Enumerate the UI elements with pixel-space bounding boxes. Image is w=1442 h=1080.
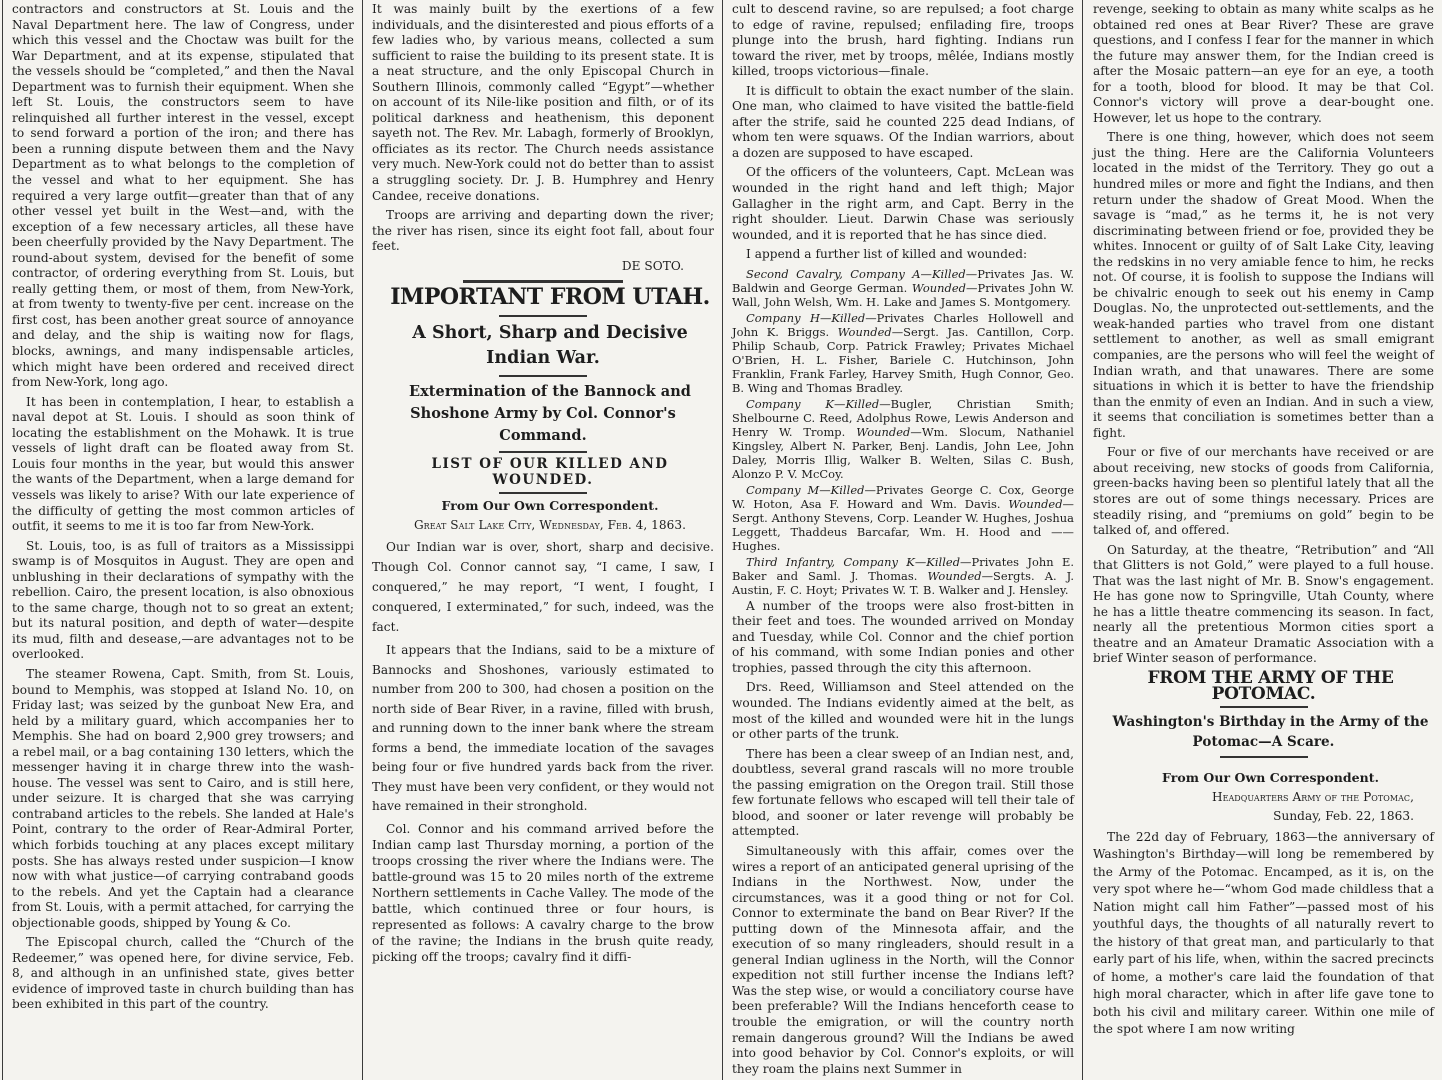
divider xyxy=(499,451,587,453)
divider xyxy=(499,315,587,317)
column-rule-1-2 xyxy=(362,0,363,1080)
paragraph: Of the officers of the volunteers, Capt. McLean was wounded in the right hand and left thigh; Major Gallagher in the right arm, and Capt. Berry in the right shoulder. Lieut. Darwin Chase was seriously wounded, and it is reported that he has since died. xyxy=(732,165,1074,242)
paragraph: Simultaneously with this affair, comes over the wires a report of an anticipated general uprising of the Indians in the Northwest. Now, under the circumstances, was it a good thing or not for Col. Connor to exterminate the band on Bear River? If the putting down of the Minnesota affair, and the execution of so many ringleaders, should result in a general Indian ugliness in the North, will the Connor expedition not still further incense the Indians left? Was the step wise, or would a conciliatory course have been preferable? Will the Indians henceforth cease to trouble the emigration, or will the country north remain dangerous ground? Will the Indians be awed into good behavior by Col. Connor's exploits, or will they roam the plains next Summer in xyxy=(732,843,1074,1076)
paragraph: revenge, seeking to obtain as many white scalps as he obtained red ones at Bear River? These are grave questions, and I confess I fear for the manner in which the future may answer them, for the Indian creed is after the Mosaic pattern—an eye for an eye, a tooth for a tooth, blood for blood. It may be that Col. Connor's victory will prove a dear-bought one. However, let us hope to the contrary. xyxy=(1093,2,1434,125)
paragraph: A number of the troops were also frost-bitten in their feet and toes. The wounded arrived on Monday and Tuesday, while Col. Connor and the chief portion of his command, with some Indian ponies and other trophies, passed through the city this afternoon. xyxy=(732,598,1074,675)
paragraph: Col. Connor and his command arrived before the Indian camp last Thursday morning, a portion of the troops crossing the river where the Indians were. The battle-ground was 15 to 20 miles north of the extreme Northern settlements in Cache Valley. The mode of the battle, which continued three or four hours, is represented as follows: A cavalry charge to the brow of the ravine; the Indians in the brush quite ready, picking off the troops; cavalry find it diffi- xyxy=(372,821,714,964)
paragraph: There has been a clear sweep of an Indian nest, and, doubtless, several grand rascals will no more trouble the passing emigration on the Oregon trail. Still those few fortunate fellows who escaped will tell their tale of blood, and sooner or later revenge will probably be attempted. xyxy=(732,746,1074,839)
column-4 xyxy=(1085,0,1440,1080)
headline: FROM THE ARMY OF THE POTOMAC. xyxy=(1147,667,1394,704)
subheadline: LIST OF OUR KILLED AND WOUNDED. xyxy=(431,456,669,488)
casualty-entry: Second Cavalry, Company A—Killed—Privates Jas. W. Baldwin and George German. Wounded—Privates John W. Wall, John Welsh, Wm. H. Lake and James S. Montgomery. xyxy=(732,266,1074,309)
article-potomac xyxy=(1093,667,1434,1039)
paragraph: It was mainly built by the exertions of a few individuals, and the disinterested and pious efforts of a few ladies who, by various means, collected a sum sufficient to raise the building to its present state. It is a neat structure, and the only Episcopal Church in Southern Illinois, commonly called “Egypt”—whether on account of its Nile-like position and filth, or of its political darkness and heathenism, this deponent sayeth not. The Rev. Mr. Labagh, formerly of Brooklyn, officiates as its rector. The Church needs assistance very much. New-York could not do better than to assist a struggling society. Dr. J. B. Humphrey and Henry Candee, receive donations. xyxy=(372,2,714,203)
column-rule-2-3 xyxy=(722,0,723,1080)
paragraph: The steamer Rowena, Capt. Smith, from St. Louis, bound to Memphis, was stopped at Island No. 10, on Friday last; was seized by the gunboat New Era, and held by a military guard, which accompanies her to Memphis. She had on board 2,900 grey trowsers; and a rebel mail, or a bag containing 130 letters, which the messenger having it in charge threw into the wash-house. The vessel was sent to Cairo, and is still here, under seizure. It is charged that she was carrying contraband articles to the rebels. She landed at Hale's Point, contrary to the order of Rear-Admiral Porter, which forbids touching at any places except military posts. She has always rested under suspicion—I know now with what justice—of carrying contraband goods to the rebels. And yet the Captain had a clearance from St. Louis, with a permit attached, for carrying the objectionable goods, shipped by Young & Co. xyxy=(12,666,354,930)
paragraph: It is difficult to obtain the exact number of the slain. One man, who claimed to have visited the battle-field after the strife, said he counted 225 dead Indians, of whom ten were squaws. Of the Indian warriors, about a dozen are supposed to have escaped. xyxy=(732,83,1074,160)
divider xyxy=(1220,756,1308,758)
column-rule-3-4 xyxy=(1082,0,1083,1080)
paragraph: Troops are arriving and departing down the river; the river has risen, since its eight foot fall, about four feet. xyxy=(372,208,714,254)
casualty-entry: Company H—Killed—Privates Charles Hollowell and John K. Briggs. Wounded—Sergt. Jas. Cantillon, Corp. Philip Schaub, Corp. Patrick Frawley; Privates Michael O'Brien, H. L. Fisher, Bariele C. Hutchinson, John Franklin, Frank Farley, Harvey Smith, Hugh Connor, Geo. B. Wing and Thomas Bradley. xyxy=(732,310,1075,395)
column-3 xyxy=(724,0,1080,1080)
subheadline: Extermination of the Bannock and Shoshone Army by Col. Connor's Command. xyxy=(409,383,691,445)
paragraph: Four or five of our merchants have received or are about receiving, new stocks of goods from California, green-backs having been so plentiful lately that all the stores are out of some things necessary. Prices are steadily rising, and “premiums on gold” begin to be talked of, and offered. xyxy=(1093,445,1434,538)
signature: DE SOTO. xyxy=(621,258,684,273)
paragraph: Our Indian war is over, short, sharp and decisive. Though Col. Connor cannot say, “I came, I saw, I conquered,” he may report, “I went, I fought, I conquered, I exterminated,” for such, indeed, was the fact. xyxy=(372,540,714,635)
headline: IMPORTANT FROM UTAH. xyxy=(390,284,710,311)
article-utah xyxy=(372,283,714,965)
divider xyxy=(499,375,587,377)
casualty-entry: Company K—Killed—Bugler, Christian Smith; Shelbourne C. Reed, Adolphus Rowe, Lewis Anderson and Henry W. Tromp. Wounded—Wm. Slocum, Nathaniel Kingsley, Albert N. Parker, Benj. Landis, John Lee, John Daley, Morris Illig, Walker B. Welten, Silas C. Bush, Alonzo P. V. McCoy. xyxy=(732,396,1074,481)
paragraph: The 22d day of February, 1863—the anniversary of Washington's Birthday—will long be remembered by the Army of the Potomac. Encamped, as it is, on the very spot where he—“whom God made childless that a Nation might call him Father”—passed most of his youthful days, the thoughts of all naturally revert to the history of that great man, and particularly to that early part of his life, when, within the sacred precincts of home, a mother's care laid the foundation of that high moral character, which in after life gave tone to both his civil and military career. Within one mile of the spot where I am now writing xyxy=(1093,829,1434,1037)
divider xyxy=(1220,706,1308,708)
divider xyxy=(499,492,587,494)
byline: From Our Own Correspondent. xyxy=(441,498,659,514)
paragraph: I append a further list of killed and wounded: xyxy=(746,247,1028,262)
byline: From Our Own Correspondent. xyxy=(1161,770,1380,786)
paragraph: The Episcopal church, called the “Church of the Redeemer,” was opened here, for divine service, Feb. 8, and although in an unfinished state, gives better evidence of improved taste in church building than has been exhibited in this part of the country. xyxy=(12,935,354,1012)
paragraph: cult to descend ravine, so are repulsed; a foot charge to edge of ravine, repulsed; enfilading fire, troops plunge into the brush, hard fighting. Indians run toward the river, met by troops, mêlée, Indians mostly killed, troops victorious—finale. xyxy=(732,2,1074,79)
paragraph: There is one thing, however, which does not seem just the thing. Here are the California Volunteers located in the midst of the Territory. They go out a hundred miles or more and fight the Indians, and then return under the shadow of Great Mood. When the savage is “mad,” as he terms it, he is not very discriminating between friend or foe, provided they be whites. Innocent or guilty of of Salt Lake City, leaving the redskins in no very amiable fence to him, he recks not. Of course, it is foolish to suppose the Indians will be chivalric enough to seek out his enemy in Camp Douglas. No, the unprotected out-settlements, and the weak-handed parties who travel from one distant settlement to another, as well as small emigrant companies, are the persons who will feel the weight of Indian wrath, and that unawares. There are some situations in which it is better to have the friendship than the enmity of even an Indian. And in such a view, it seems that conciliation is sometimes better than a fight. xyxy=(1093,130,1434,440)
paragraph: contractors and constructors at St. Louis and the Naval Department here. The law of Congress, under which this vessel and the Choctaw was built for the War Department, and at its expense, stipulated that the vessels should be “completed,” and then the Naval Department was to furnish their equipment. When she left St. Louis, the constructors seem to have relinquished all further interest in the vessel, except to send forward a portion of the iron; and there has been a running dispute between them and the Navy Department as to what belongs to the completion of the vessel and what to her equipment. She has required a very large outfit—greater than that of any other vessel yet built in the West—and, with the exception of a few necessary articles, all these have been cheerfully provided by the Navy Department. The round-about system, devised for the benefit of some contractor, of ordering everything from St. Louis, but really getting them, or most of them, from New-York, at from twenty to twenty-five per cent. increase on the first cost, has been another great source of annoyance and delay, and the ship is waiting now for flags, blocks, awnings, and many indispensable articles, which might have been ordered and received direct from New-York, long ago. xyxy=(12,2,354,390)
paragraph: It appears that the Indians, said to be a mixture of Bannocks and Shoshones, variously estimated to number from 200 to 300, had chosen a position on the north side of Bear River, in a ravine, filled with brush, and running down to the inner bank where the stream forms a bend, the immediate location of the savages being four or five hundred yards back from the river. They must have been very confident, or they would not have remained in their stronghold. xyxy=(372,643,714,814)
column-2 xyxy=(364,0,720,1080)
paragraph: St. Louis, too, is as full of traitors as a Mississippi swamp is of Mosquitos in August. They are open and unblushing in their declarations of sympathy with the rebellion. Cairo, the present location, is also obnoxious to the same charge, though not to so great an extent; but its natural position, and depth of water—despite its mud, filth and desease,—are advantages not to be overlooked. xyxy=(12,538,354,662)
dateline: Great Salt Lake City, Wednesday, Feb. 4, 1863. xyxy=(413,517,687,532)
paragraph: Drs. Reed, Williamson and Steel attended on the wounded. The Indians evidently aimed at the belt, as most of the killed and wounded were hit in the lungs or other parts of the trunk. xyxy=(732,680,1074,742)
paragraph: It has been in contemplation, I hear, to establish a naval depot at St. Louis. I should as soon think of locating the establishment on the Mohawk. It is true vessels of light draft can be floated away from St. Louis four months in the year, but would this answer the wants of the Department, when a large demand for vessels was likely to arise? With our late experience of the difficulty of getting the most common articles of outfit, it seems to me it is too far from New-York. xyxy=(12,394,354,534)
subheadline: Washington's Birthday in the Army of the Potomac—A Scare. xyxy=(1112,714,1429,751)
casualty-entry: Third Infantry, Company K—Killed—Privates John E. Baker and Saml. J. Thomas. Wounded—Sergts. A. J. Austin, F. C. Hoyt; Privates W. T. B. Walker and J. Hensley. xyxy=(732,554,1075,597)
column-rule-left xyxy=(2,0,3,1080)
subheadline: A Short, Sharp and Decisive Indian War. xyxy=(412,323,688,369)
dateline: Headquarters Army of the Potomac, xyxy=(1211,789,1414,804)
casualty-entry: Company M—Killed—Privates George C. Cox, George W. Hoton, Asa F. Howard and Wm. Davis. Wounded—Sergt. Anthony Stevens, Corp. Leander W. Hughes, Joshua Leggett, Thaddeus Barcafar, Wm. H. Hood and —— Hughes. xyxy=(732,482,1075,553)
column-1 xyxy=(4,0,360,1080)
dateline: Sunday, Feb. 22, 1863. xyxy=(1273,809,1414,824)
casualty-list xyxy=(732,267,1074,597)
paragraph: On Saturday, at the theatre, “Retribution” and “All that Glitters is not Gold,” were played to a full house. That was the last night of Mr. B. Snow's engagement. He has gone now to Springville, Utah County, where he has a little theatre commencing its season. In fact, nearly all the pretentious Mormon cities sport a theatre and an Amateur Dramatic Association with a brief Winter season of performance. xyxy=(1093,542,1434,666)
